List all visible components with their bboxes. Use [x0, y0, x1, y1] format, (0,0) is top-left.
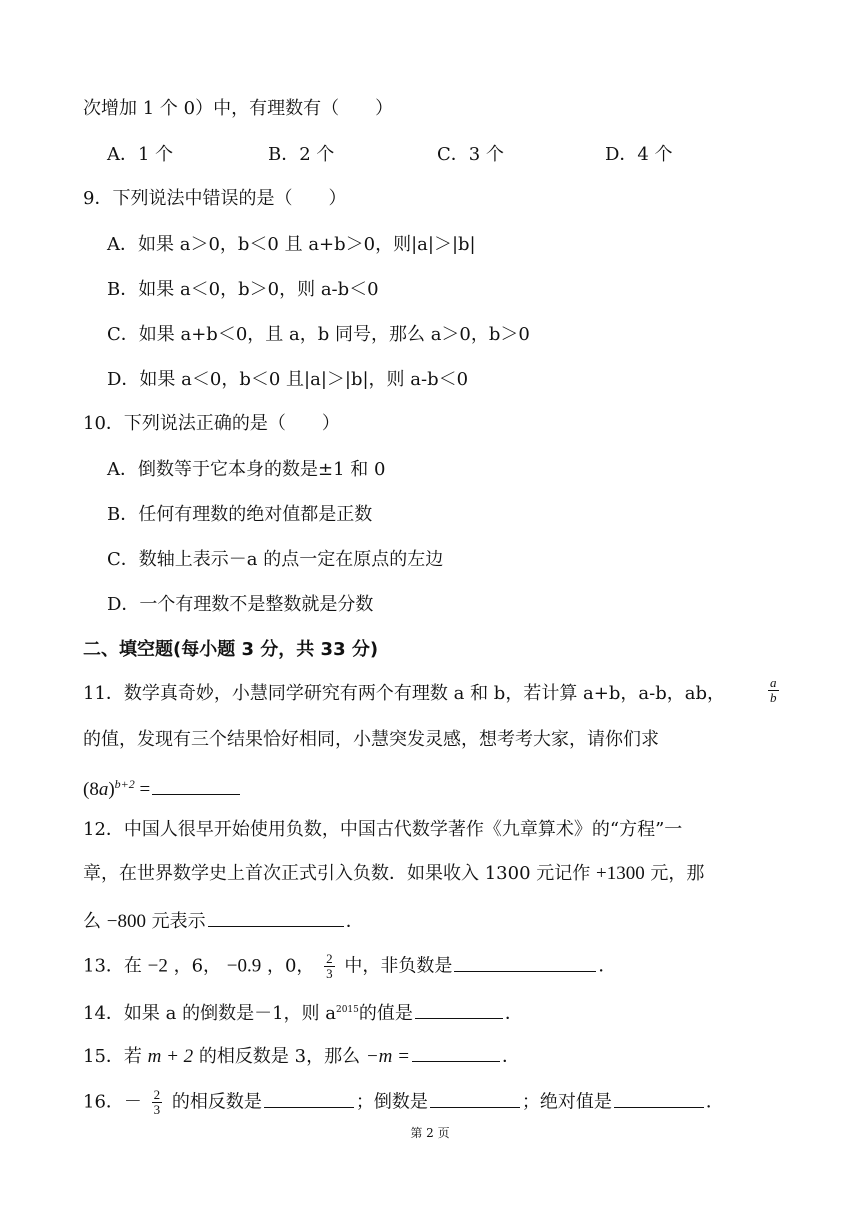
q16-fraction	[152, 1088, 163, 1117]
q13-frac-num: 2	[326, 951, 333, 966]
q15-text-a: 15．若	[83, 1046, 148, 1067]
q11-answer-blank	[152, 776, 240, 795]
q11-line3	[83, 772, 242, 802]
q10-option-d: D．一个有理数不是整数就是分数	[107, 594, 374, 615]
q15-line	[83, 1043, 520, 1069]
q12-line2	[83, 862, 704, 886]
q12-line3	[83, 908, 364, 934]
q13-answer-blank	[454, 953, 596, 972]
q14-text-b: 的值是	[358, 1003, 413, 1024]
q8-option-d: D．4 个	[605, 144, 673, 165]
q11-expr-exp: b+2	[114, 777, 135, 791]
q13-math-2: −0.9	[226, 955, 262, 977]
q15-answer-blank	[412, 1043, 500, 1062]
q8-option-a: A．1 个	[107, 144, 174, 165]
q12-end: ．	[345, 911, 364, 932]
q10-option-a: A．倒数等于它本身的数是±1 和 0	[107, 459, 386, 480]
q13-text-d: 中，非负数是	[338, 955, 453, 977]
q8-option-b: B．2 个	[268, 144, 335, 165]
q12-text-c: 么	[83, 911, 107, 932]
q14-answer-blank	[415, 1000, 503, 1019]
q13-text-b: ，6，	[167, 955, 227, 977]
q16-end: ．	[705, 1091, 724, 1113]
q10-option-c: C．数轴上表示－a 的点一定在原点的左边	[107, 549, 444, 570]
q11-fraction	[768, 676, 779, 705]
q11-frac-num: a	[770, 675, 777, 690]
q14-text-a: 14．如果 a 的倒数是－1，则 a	[83, 1003, 336, 1024]
section-title: 二、填空题	[83, 639, 173, 660]
q8-option-c: C．3 个	[437, 144, 504, 165]
section-heading	[83, 638, 378, 662]
q14-exponent: 2015	[335, 1005, 359, 1015]
q10-stem: 10．下列说法正确的是（ ）	[83, 413, 340, 434]
q12-math-positive: +1300	[595, 863, 645, 884]
q9-option-d: D．如果 a＜0，b＜0 且|a|＞|b|，则 a-b＜0	[107, 369, 469, 390]
q13-line	[83, 952, 616, 981]
q14-line	[83, 998, 523, 1026]
q15-math-2: −m =	[365, 1046, 410, 1067]
q13-fraction	[324, 952, 335, 981]
q11-expr-eq: =	[134, 779, 151, 800]
q8-stem-continuation: 次增加 1 个 0）中，有理数有（ ）	[83, 98, 394, 119]
q9-option-a: A．如果 a＞0，b＜0 且 a+b＞0，则|a|＞|b|	[107, 234, 476, 255]
q12-text-a: 章，在世界数学史上首次正式引入负数．如果收入 1300 元记作	[83, 863, 596, 884]
q12-answer-blank	[208, 908, 344, 927]
q11-line2: 的值，发现有三个结果恰好相同，小慧突发灵感，想考考大家，请你们求	[83, 729, 659, 750]
q16-answer-blank-3	[614, 1089, 704, 1108]
q16-line	[83, 1088, 724, 1117]
q11-frac-den: b	[770, 690, 777, 705]
q12-line1: 12．中国人很早开始使用负数，中国古代数学著作《九章算术》的“方程”一	[83, 819, 683, 840]
q10-option-b: B．任何有理数的绝对值都是正数	[107, 504, 373, 525]
q9-stem: 9．下列说法中错误的是（ ）	[83, 188, 347, 209]
q16-frac-den: 3	[153, 1102, 161, 1117]
q12-math-negative: −800	[106, 911, 146, 932]
q13-end: ．	[598, 955, 617, 977]
q15-math-1: m + 2	[147, 1046, 194, 1067]
q11-expr-base: (8a)	[83, 779, 115, 800]
q16-answer-blank-2	[430, 1089, 520, 1108]
q14-end: ．	[504, 1003, 523, 1024]
q15-text-b: 的相反数是 3，那么	[193, 1046, 366, 1067]
q9-option-b: B．如果 a＜0，b＞0，则 a-b＜0	[107, 279, 379, 300]
q16-frac-num: 2	[153, 1087, 161, 1102]
q16-text-d: ；绝对值是	[521, 1091, 612, 1113]
section-scoring: (每小题 3 分，共 33 分)	[173, 639, 379, 660]
q15-end: ．	[501, 1046, 520, 1067]
q11-line1	[83, 682, 725, 706]
q16-answer-blank-1	[264, 1089, 354, 1108]
q12-text-b: 元，那	[644, 863, 705, 884]
q16-text-b: 的相反数是	[166, 1091, 262, 1113]
q13-frac-den: 3	[326, 966, 333, 981]
q13-text-c: ，0，	[261, 955, 321, 977]
q9-option-c: C．如果 a+b＜0，且 a，b 同号，那么 a＞0，b＞0	[107, 324, 530, 345]
q13-math-1: −2	[147, 955, 168, 977]
q13-text-a: 13．在	[83, 955, 148, 977]
q16-text-a: 16．－	[83, 1091, 148, 1113]
q12-text-d: 元表示	[145, 911, 206, 932]
q16-text-c: ；倒数是	[355, 1091, 428, 1113]
page-number: 第 2 页	[410, 1126, 450, 1140]
q11-text: 11．数学真奇妙，小慧同学研究有两个有理数 a 和 b，若计算 a+b，a-b，ab，	[83, 683, 725, 704]
